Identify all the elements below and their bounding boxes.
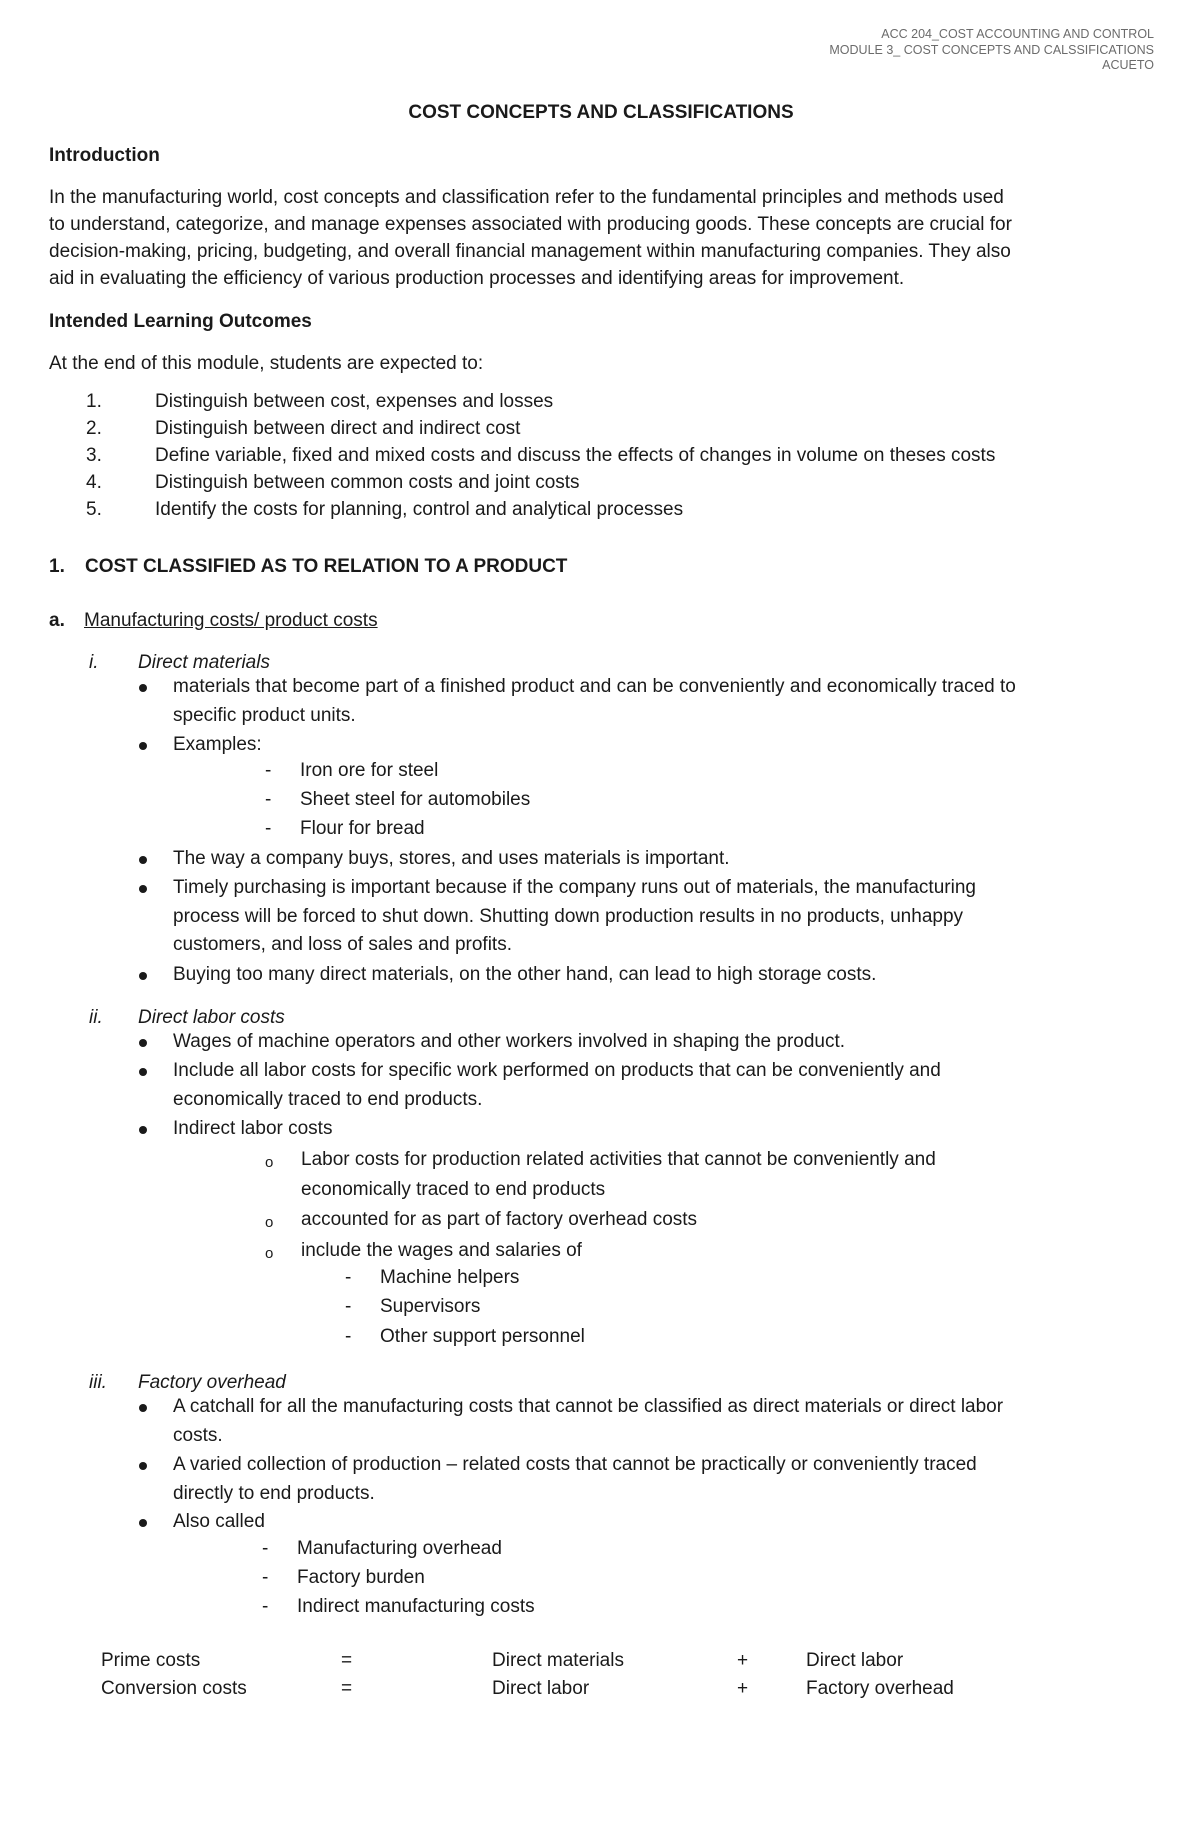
bullet-dot-icon <box>139 742 147 750</box>
personnel-text: Other support personnel <box>380 1326 585 1347</box>
sub-bullet-item <box>265 1205 1165 1235</box>
example-item <box>265 818 425 840</box>
outcome-item <box>49 472 1159 499</box>
alias-text: Manufacturing overhead <box>297 1538 502 1559</box>
bullet-text: Include all labor costs for specific work performed on products that can be conveniently and <box>173 1060 941 1081</box>
bullet-item <box>139 961 1179 990</box>
outcome-number: 3. <box>86 445 102 466</box>
example-item <box>265 760 438 782</box>
intro-line: to understand, categorize, and manage expenses associated with producing goods. These concepts are crucial for <box>49 214 1012 235</box>
example-text: Iron ore for steel <box>300 760 439 781</box>
outcome-text: Distinguish between common costs and joint costs <box>155 472 580 493</box>
formula-equals: = <box>341 1678 353 1699</box>
bullet-text: specific product units. <box>173 704 356 726</box>
intro-line: In the manufacturing world, cost concepts and classification refer to the fundamental principles and methods used <box>49 187 1004 208</box>
formula-equals: = <box>341 1650 353 1671</box>
bullet-item <box>139 1451 1179 1508</box>
bullet-text: A varied collection of production – related costs that cannot be practically or conveniently traced <box>173 1454 977 1475</box>
document-title: COST CONCEPTS AND CLASSIFICATIONS <box>408 102 794 123</box>
formula-term-b: Factory overhead <box>806 1678 954 1699</box>
circle-bullet-icon: o <box>265 1245 274 1262</box>
roman-numeral: iii. <box>89 1372 107 1393</box>
bullet-dot-icon <box>139 1126 147 1134</box>
bullet-text: costs. <box>173 1424 223 1446</box>
outcome-text: Define variable, fixed and mixed costs and discuss the effects of changes in volume on theses costs <box>155 445 996 466</box>
formula-term-a: Direct labor <box>492 1678 590 1699</box>
personnel-text: Machine helpers <box>380 1267 520 1288</box>
dash-icon: - <box>262 1538 269 1559</box>
bullet-text: economically traced to end products. <box>173 1088 483 1110</box>
alias-text: Indirect manufacturing costs <box>297 1596 535 1617</box>
dash-icon: - <box>345 1326 352 1347</box>
bullet-text: Wages of machine operators and other workers involved in shaping the product. <box>173 1031 846 1052</box>
subsection-heading <box>49 610 1049 638</box>
outcome-item <box>49 445 1159 472</box>
section-title: COST CLASSIFIED AS TO RELATION TO A PRODUCT <box>85 556 568 577</box>
bullet-text: directly to end products. <box>173 1482 375 1504</box>
bullet-item <box>139 673 1179 730</box>
outcome-number: 4. <box>86 472 102 493</box>
dash-icon: - <box>345 1296 352 1317</box>
bullet-dot-icon <box>139 684 147 692</box>
alias-item <box>262 1596 535 1618</box>
formula-plus: + <box>737 1650 749 1671</box>
outcome-text: Identify the costs for planning, control and analytical processes <box>155 499 684 520</box>
formula-name-prime: Prime costs <box>101 1650 201 1671</box>
bullet-item <box>139 1393 1179 1450</box>
formula-name-conversion: Conversion costs <box>101 1678 247 1699</box>
outcome-number: 2. <box>86 418 102 439</box>
circle-bullet-icon: o <box>265 1154 274 1171</box>
intro-line: decision-making, pricing, budgeting, and overall financial management within manufacturing companies. They also <box>49 241 1011 262</box>
bullet-item <box>139 1115 1179 1144</box>
bullet-item <box>139 1028 1179 1057</box>
outcome-item <box>49 499 1159 526</box>
sub-bullet-text: accounted for as part of factory overhead costs <box>301 1209 698 1230</box>
sub-bullet-item <box>265 1145 1165 1204</box>
personnel-item <box>345 1326 585 1348</box>
bullet-text: Also called <box>173 1511 265 1532</box>
bullet-text: Indirect labor costs <box>173 1118 333 1139</box>
dash-icon: - <box>265 789 272 810</box>
personnel-item <box>345 1267 519 1289</box>
bullet-text: A catchall for all the manufacturing costs that cannot be classified as direct materials or direct labor <box>173 1396 1004 1417</box>
subsection-title: Manufacturing costs/ product costs <box>84 610 378 631</box>
roman-numeral: ii. <box>89 1007 103 1028</box>
outcomes-heading: Intended Learning Outcomes <box>49 311 312 332</box>
sub-bullet-text: economically traced to end products <box>301 1178 606 1200</box>
dash-icon: - <box>265 760 272 781</box>
bullet-dot-icon <box>139 1519 147 1527</box>
bullet-text: Buying too many direct materials, on the other hand, can lead to high storage costs. <box>173 964 877 985</box>
bullet-item <box>139 1508 1179 1537</box>
bullet-text: Timely purchasing is important because if the company runs out of materials, the manufacturing <box>173 877 976 898</box>
dash-icon: - <box>262 1596 269 1617</box>
alias-item <box>262 1538 502 1560</box>
running-header <box>829 27 1154 74</box>
roman-numeral: i. <box>89 652 99 673</box>
outcome-item <box>49 418 1159 445</box>
bullet-dot-icon <box>139 1462 147 1470</box>
formula-plus: + <box>737 1678 749 1699</box>
sub-bullet-text: Labor costs for production related activities that cannot be conveniently and <box>301 1149 936 1170</box>
dash-icon: - <box>262 1567 269 1588</box>
bullet-text: materials that become part of a finished product and can be conveniently and economically traced to <box>173 676 1016 697</box>
header-course: ACC 204_COST ACCOUNTING AND CONTROL <box>881 27 1154 41</box>
direct-materials-title: Direct materials <box>138 652 270 673</box>
bullet-item <box>139 731 1179 760</box>
direct-labor-title: Direct labor costs <box>138 1007 285 1028</box>
bullet-item <box>139 1057 1179 1114</box>
outcome-text: Distinguish between cost, expenses and losses <box>155 391 554 412</box>
example-item <box>265 789 530 811</box>
bullet-dot-icon <box>139 856 147 864</box>
bullet-dot-icon <box>139 885 147 893</box>
sub-bullet-item <box>265 1236 1165 1266</box>
outcomes-list <box>49 391 1159 526</box>
dash-icon: - <box>345 1267 352 1288</box>
bullet-item <box>139 845 1179 874</box>
subsection-letter: a. <box>49 610 65 631</box>
outcome-number: 5. <box>86 499 102 520</box>
dash-icon: - <box>265 818 272 839</box>
alias-item <box>262 1567 425 1589</box>
example-text: Flour for bread <box>300 818 425 839</box>
bullet-dot-icon <box>139 972 147 980</box>
personnel-item <box>345 1296 480 1318</box>
outcomes-lead: At the end of this module, students are expected to: <box>49 353 484 374</box>
header-author: ACUETO <box>1102 58 1154 72</box>
intro-line: aid in evaluating the efficiency of various production processes and identifying areas for improvement. <box>49 268 905 289</box>
bullet-item <box>139 874 1179 960</box>
circle-bullet-icon: o <box>265 1214 274 1231</box>
outcome-number: 1. <box>86 391 102 412</box>
bullet-text: process will be forced to shut down. Shutting down production results in no products, unhappy <box>173 905 964 927</box>
bullet-dot-icon <box>139 1404 147 1412</box>
section-number: 1. <box>49 556 65 577</box>
personnel-text: Supervisors <box>380 1296 481 1317</box>
intro-heading: Introduction <box>49 145 160 166</box>
bullet-text: customers, and loss of sales and profits. <box>173 934 512 955</box>
bullet-text: The way a company buys, stores, and uses materials is important. <box>173 848 730 869</box>
header-module: MODULE 3_ COST CONCEPTS AND CALSSIFICATIONS <box>829 42 1154 57</box>
outcome-text: Distinguish between direct and indirect cost <box>155 418 521 439</box>
bullet-dot-icon <box>139 1068 147 1076</box>
factory-overhead-title: Factory overhead <box>138 1372 286 1393</box>
formula-term-b: Direct labor <box>806 1650 904 1671</box>
bullet-text: Examples: <box>173 734 262 755</box>
formula-term-a: Direct materials <box>492 1650 624 1671</box>
bullet-dot-icon <box>139 1039 147 1047</box>
outcome-item <box>49 391 1159 418</box>
sub-bullet-text: include the wages and salaries of <box>301 1240 582 1261</box>
example-text: Sheet steel for automobiles <box>300 789 531 810</box>
alias-text: Factory burden <box>297 1567 425 1588</box>
intro-paragraph <box>49 184 1155 292</box>
